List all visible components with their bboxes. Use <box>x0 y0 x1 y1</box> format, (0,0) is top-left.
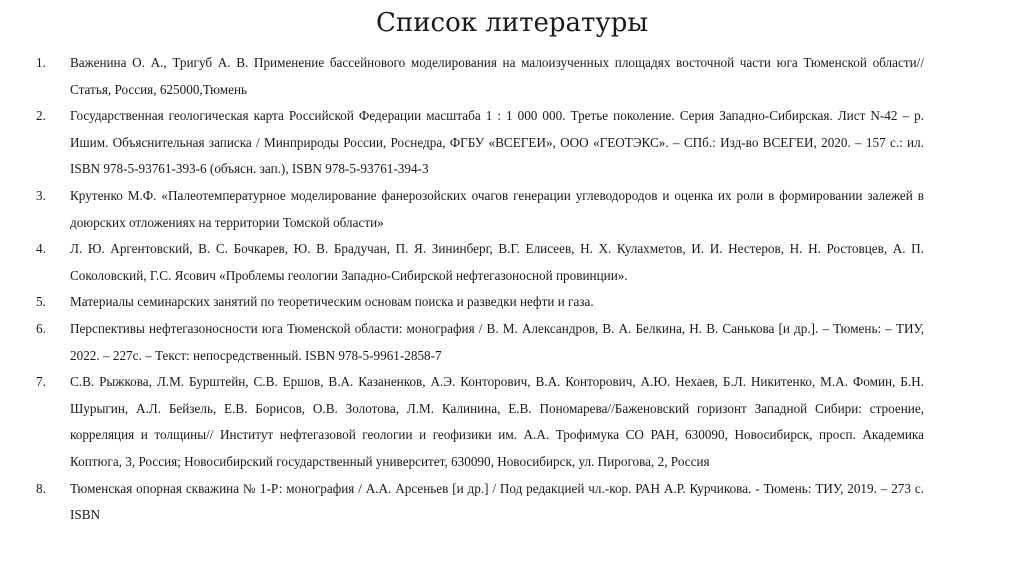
reference-number: 8. <box>36 480 46 496</box>
reference-text: Тюменская опорная скважина № 1-Р: монография / А.А. Арсеньев [и др.] / Под редакцией чл.-кор. РАН А.Р. Курчикова. - Тюмень: ТИУ, 2019. – 273 с. ISBN <box>70 480 924 523</box>
reference-number: 7. <box>36 374 46 390</box>
reference-number: 1. <box>36 55 46 70</box>
reference-text: Государственная геологическая карта Российской Федерации масштаба 1 : 1 000 000. Третье поколение. Серия Западно-Сибирская. Лист N-42 – р. Ишим. Объяснительная записка / Минприроды России, Роснедра, ФГБУ «ВСЕГЕИ», ООО «ГЕОТЭКС». – СПб.: Изд-во ВСЕГЕИ, 2020. – 157 с.: ил. ISBN 978-5-93761-393-6 (объясн. зап.), ISBN 978-5-93761-394-3 <box>70 108 924 177</box>
reference-item <box>36 103 924 183</box>
reference-text: Крутенко М.Ф. «Палеотемпературное моделирование фанерозойских очагов генерации углеводородов и оценка их роли в формировании залежей в доюрских отложениях на территории Томской области» <box>70 187 924 230</box>
reference-text: Перспективы нефтегазоносности юга Тюменской области: монография / В. М. Александров, В. А. Белкина, Н. В. Санькова [и др.]. – Тюмень: – ТИУ, 2022. – 227с. – Текст: непосредственный. ISBN 978-5-9961-2858-7 <box>70 320 924 363</box>
reference-text: Л. Ю. Аргентовский, В. С. Бочкарев, Ю. В. Брадучан, П. Я. Зининберг, В.Г. Елисеев, Н. Х. Кулахметов, И. И. Нестеров, Н. Н. Ростовцев, А. П. Соколовский, Г.С. Ясович «Проблемы геологии Западно-Сибирской нефтегазоносной провинции». <box>70 241 924 283</box>
reference-item <box>36 316 924 369</box>
reference-text: Материалы семинарских занятий по теоретическим основам поиска и разведки нефти и газа. <box>70 294 594 310</box>
reference-item <box>36 183 924 236</box>
reference-number: 5. <box>36 294 46 310</box>
reference-item <box>36 50 924 103</box>
reference-number: 6. <box>36 320 46 336</box>
reference-number: 3. <box>36 187 46 203</box>
reference-item <box>36 369 924 475</box>
reference-text: С.В. Рыжкова, Л.М. Бурштейн, С.В. Ершов, В.А. Казаненков, А.Э. Конторович, В.А. Конторович, А.Ю. Нехаев, Б.Л. Никитенко, М.А. Фомин, Б.Н. Шурыгин, А.Л. Бейзель, Е.В. Борисов, О.В. Золотова, Л.М. Калинина, Е.В. Пономарева//Баженовский горизонт Западной Сибири: строение, корреляция и толщины// Институт нефтегазовой геологии и геофизики им. А.А. Трофимука СО РАН, 630090, Новосибирск, просп. Академика Коптюга, 3, Россия; Новосибирский государственный университет, 630090, Новосибирск, ул. Пирогова, 2, Россия <box>70 374 924 469</box>
reference-number: 4. <box>36 241 46 257</box>
reference-item <box>36 289 924 316</box>
reference-text: Важенина О. А., Тригуб А. В. Применение бассейнового моделирования на малоизученных площадях восточной части юга Тюменской области//Статья, Россия, 625000,Тюмень <box>70 55 924 97</box>
reference-item <box>36 476 924 529</box>
reference-number: 2. <box>36 108 46 124</box>
reference-item <box>36 236 924 289</box>
slide-title: Список литературы <box>375 8 649 38</box>
reference-list <box>36 50 924 529</box>
